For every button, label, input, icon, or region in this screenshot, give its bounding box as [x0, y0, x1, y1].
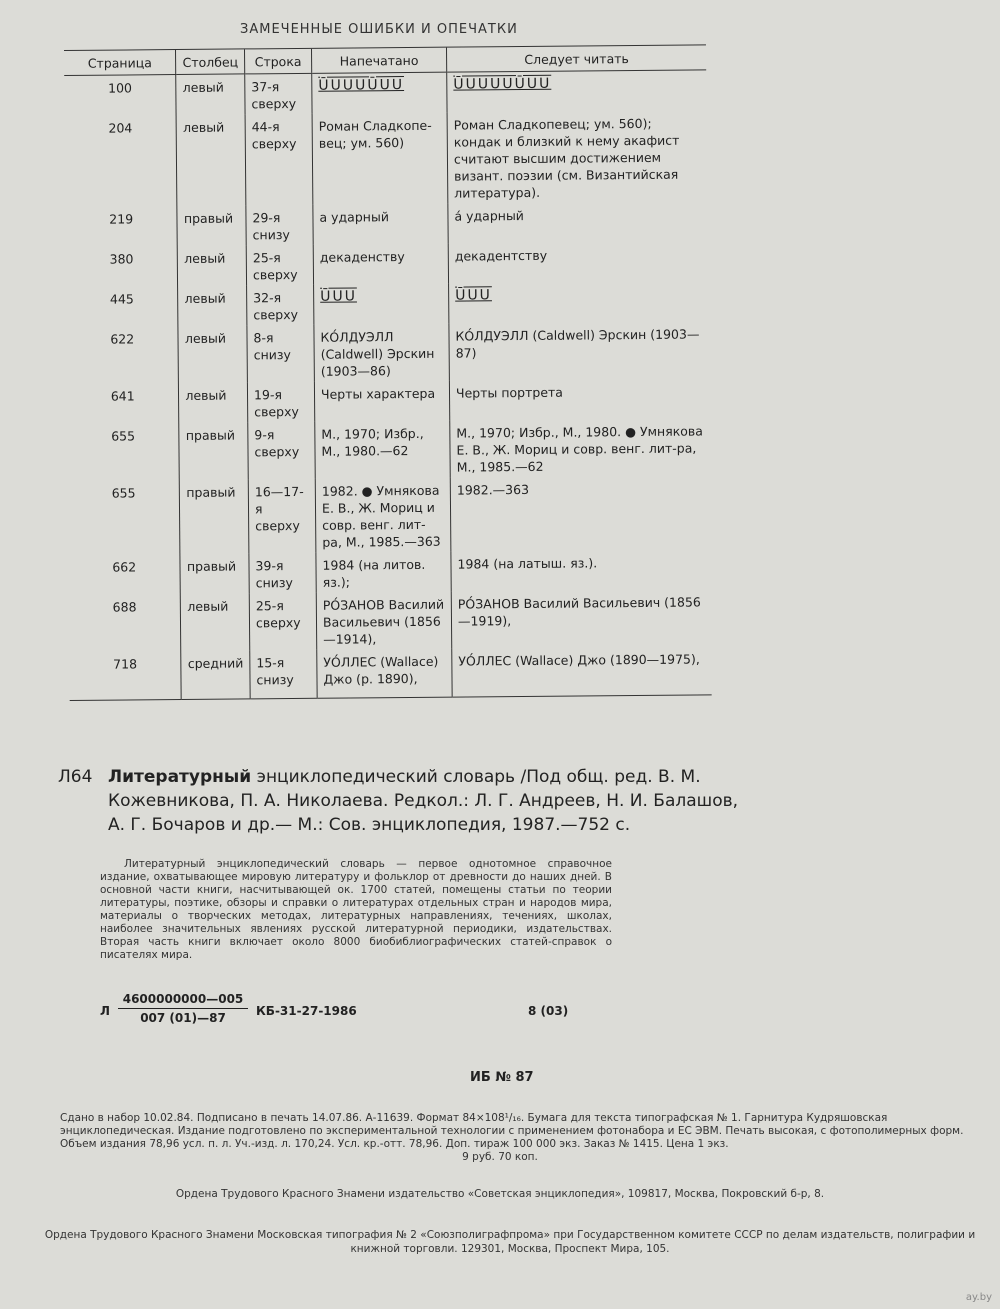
header-should-read: Следует читать	[446, 45, 706, 72]
errata-title: ЗАМЕЧЕННЫЕ ОШИБКИ И ОПЕЧАТКИ	[240, 22, 518, 37]
errata-column-cell: правый	[180, 479, 249, 554]
errata-page-cell: 622	[110, 331, 135, 347]
errata-line-cell: 8-я снизу	[247, 325, 314, 383]
errata-printed-cell: УО́ЛЛЕС (Wallace) Джо (р. 1890),	[317, 649, 452, 699]
catalog-card	[58, 765, 758, 837]
errata-row	[69, 646, 711, 700]
errata-column-cell: левый	[178, 285, 247, 326]
errata-row	[67, 418, 709, 481]
printer-info: Ордена Трудового Красного Знамени Московская типография № 2 «Союзполиграфпрома» при Государственном комитете СССР по делам издательств, полиграфии и книжной торговли. 129301, Москва, Проспект Мира, 105.	[44, 1229, 976, 1255]
errata-printed-cell: 1982. ● Умнякова Е. В., Ж. Мориц и совр. венг. лит-ра, М., 1985.—363	[315, 478, 451, 553]
errata-page-cell: 688	[112, 599, 137, 615]
watermark: ay.by	[965, 1292, 992, 1303]
errata-read-cell: КО́ЛДУЭЛЛ (Caldwell) Эрскин (1903—87)	[449, 321, 709, 380]
header-page: Страница	[64, 50, 176, 76]
card-title: Литературный	[108, 767, 252, 787]
ib-number: ИБ № 87	[470, 1070, 534, 1085]
errata-read-cell: 1984 (на латыш. яз.).	[451, 549, 711, 591]
index-fraction	[118, 992, 248, 1025]
errata-table	[64, 44, 712, 701]
errata-page-cell: 445	[109, 291, 134, 307]
errata-line-cell: 25-я сверху	[246, 245, 313, 286]
errata-printed-cell: а ударный	[313, 204, 448, 245]
errata-printed-cell: ŪUU	[314, 284, 449, 325]
errata-row	[64, 70, 706, 116]
errata-line-cell: 29-я снизу	[246, 205, 313, 246]
errata-line-cell: 15-я снизу	[250, 650, 317, 699]
index-denominator: 007 (01)—87	[140, 1011, 226, 1025]
annotation-text: Литературный энциклопедический словарь — первое однотомное справочное издание, охватывающее мировую литературу и фольклор от древности до наших дней. В основной части книги, насчитывающей ок. 1700 статей, помещены статьи по теории литературы, поэтике, обзоры и справки о литературах отдельных стран и народов мира, материалы о творческих методах, литературных направлениях, течениях, школах, наиболее значительных явлениях русской литературной периодики, издательствах. Вторая часть книги включает около 8000 биобиблиографических статей-справок о писателях мира.	[100, 858, 612, 961]
errata-read-cell: РО́ЗАНОВ Василий Васильевич (1856—1919),	[451, 589, 711, 648]
errata-line-cell: 39-я снизу	[249, 553, 316, 594]
index-kb: КБ-31-27-1986	[256, 1004, 357, 1018]
errata-printed-cell: 1984 (на литов. яз.);	[316, 552, 451, 593]
header-printed: Напечатано	[311, 47, 446, 73]
errata-row	[68, 475, 711, 555]
errata-line-cell: 25-я сверху	[249, 593, 316, 651]
errata-line-cell: 32-я сверху	[247, 285, 314, 326]
errata-page-cell: 100	[108, 80, 133, 96]
index-letter: Л	[100, 1004, 110, 1018]
errata-read-cell: ŪUU	[449, 281, 709, 323]
card-code: Л64	[58, 767, 93, 787]
errata-row	[65, 110, 708, 207]
errata-row	[66, 281, 708, 327]
errata-column-cell: левый	[178, 245, 247, 286]
errata-line-cell: 44-я сверху	[245, 114, 313, 206]
errata-printed-cell: КО́ЛДУЭЛЛ (Caldwell) Эрскин (1903—86)	[314, 324, 449, 382]
card-text	[108, 765, 758, 837]
errata-line-cell: 19-я сверху	[247, 382, 314, 423]
errata-read-cell: декадентству	[448, 241, 708, 283]
errata-read-cell: 1982.—363	[450, 475, 710, 551]
errata-column-cell: левый	[179, 382, 248, 423]
header-column: Столбец	[176, 49, 245, 75]
errata-read-cell: ŪUUUUŪUU	[447, 70, 707, 113]
errata-read-cell: а́ ударный	[448, 201, 708, 243]
errata-page-cell: 662	[112, 559, 137, 575]
errata-printed-cell: Роман Сладкопе-вец; ум. 560)	[312, 113, 448, 205]
errata-printed-cell: Черты характера	[314, 381, 449, 422]
errata-line-cell: 16—17-я сверху	[248, 479, 316, 554]
index-class: 8 (03)	[528, 1004, 569, 1018]
imprint-body: Сдано в набор 10.02.84. Подписано в печать 14.07.86. А-11639. Формат 84×108¹/₁₆. Бумага для текста типографская № 1. Гарнитура Кудряшовская энциклопедическая. Издание подготовлено по экспериментальной технологии с применением фотонабора и ЕС ЭВМ. Печать высокая, с фотополимерных форм. Объем издания 78,96 усл. п. л. Уч.-изд. л. 170,24. Усл. кр.-отт. 78,96. Доп. тираж 100 000 экз. Заказ № 1415. Цена 1 экз.	[60, 1112, 964, 1150]
errata-column-cell: левый	[178, 325, 247, 383]
errata-column-cell: средний	[181, 650, 250, 699]
errata-column-cell: левый	[181, 593, 250, 651]
errata-line-cell: 9-я сверху	[248, 422, 315, 480]
errata-printed-cell: М., 1970; Избр., М., 1980.—62	[315, 421, 450, 479]
errata-body	[64, 70, 711, 701]
errata-row	[65, 201, 707, 247]
errata-page-cell: 655	[111, 485, 136, 501]
errata-read-cell: М., 1970; Избр., М., 1980. ● Умнякова Е. В., Ж. Мориц и совр. венг. лит-ра, М., 1985.—62	[450, 418, 710, 477]
errata-page-cell: 219	[109, 211, 134, 227]
errata-printed-cell: декаденству	[313, 244, 448, 285]
errata-read-cell: Роман Сладкопевец; ум. 560); кондак и близкий к нему акафист считают высшим достижением визант. поэзии (см. Византийская литература).	[447, 110, 707, 203]
errata-column-cell: правый	[177, 205, 246, 246]
card-description: энциклопедический словарь /Под общ. ред. В. М. Кожевникова, П. А. Николаева. Редкол.: Л. Г. Андреев, Н. И. Балашов, А. Г. Бочаров и др.— М.: Сов. энциклопедия, 1987.—752 с.	[108, 767, 739, 835]
publisher-info: Ордена Трудового Красного Знамени издательство «Советская энциклопедия», 109817, Москва, Покровский б-р, 8.	[175, 1188, 825, 1200]
errata-page-cell: 380	[109, 251, 134, 267]
errata-row	[68, 549, 710, 595]
imprint-text	[60, 1112, 1000, 1164]
errata-column-cell: правый	[180, 553, 249, 594]
errata-column-cell: правый	[179, 422, 248, 480]
errata-column-cell: левый	[176, 74, 245, 115]
errata-read-cell: Черты портрета	[449, 378, 709, 420]
errata-line-cell: 37-я сверху	[245, 73, 312, 114]
errata-page-cell: 641	[110, 388, 135, 404]
errata-printed-cell: РО́ЗАНОВ Василий Васильевич (1856—1914),	[316, 592, 451, 650]
imprint-price: 9 руб. 70 коп.	[462, 1151, 538, 1163]
index-numerator: 4600000000—005	[118, 992, 248, 1009]
errata-row	[66, 241, 708, 287]
header-line: Строка	[244, 48, 311, 74]
classification-index	[100, 992, 620, 1036]
errata-page-cell: 655	[111, 428, 136, 444]
errata-read-cell: УО́ЛЛЕС (Wallace) Джо (1890—1975),	[452, 646, 712, 697]
errata-row	[69, 589, 711, 652]
errata-row	[67, 378, 709, 424]
errata-row	[66, 321, 708, 384]
errata-page-cell: 718	[69, 651, 181, 700]
errata-page-cell: 204	[108, 120, 133, 136]
errata-printed-cell: ŪUUUŪUU	[312, 72, 447, 114]
errata-column-cell: левый	[177, 114, 246, 206]
